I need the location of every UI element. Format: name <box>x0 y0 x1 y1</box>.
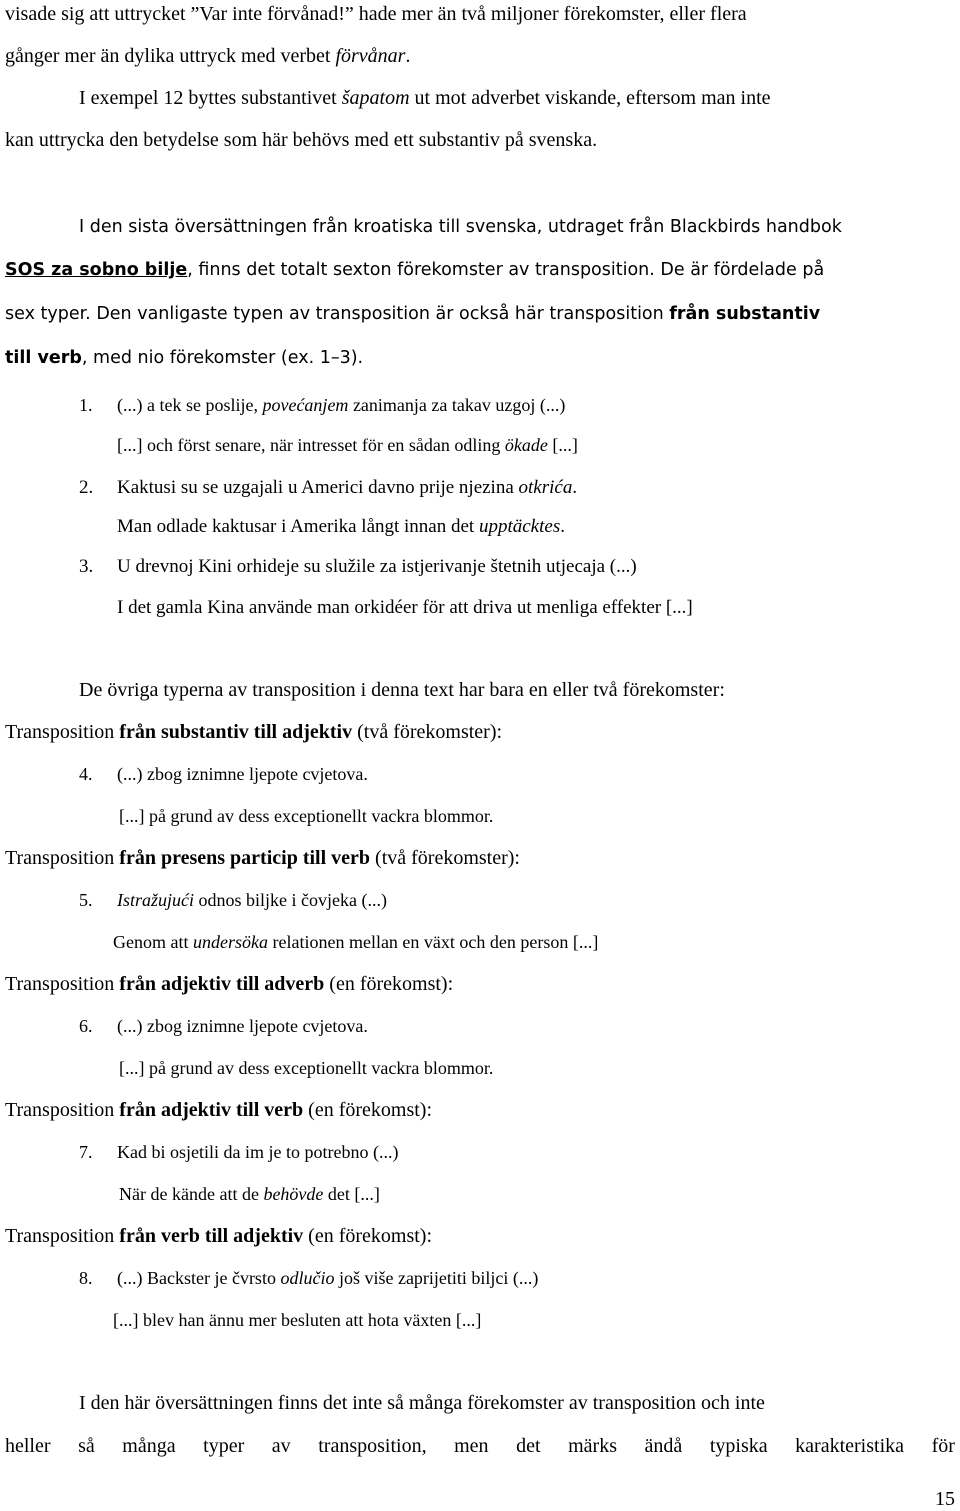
justified-word: transposition, <box>318 1435 427 1457</box>
text-run: [...] och först senare, när intresset för en sådan odling <box>117 435 505 455</box>
justified-word: typer <box>203 1435 245 1457</box>
justified-word: typiska <box>709 1435 768 1457</box>
justified-word: men <box>454 1435 489 1457</box>
text-run: (en förekomst): <box>303 1099 433 1121</box>
text-run: Den vanligaste typen av transposition är också här transposition <box>96 304 670 324</box>
text-run: sex typer. <box>5 304 97 324</box>
text-run: odnos biljke i čovjeka (...) <box>194 890 387 910</box>
text-run: kan uttrycka den betydelse som här behövs med ett substantiv på svenska. <box>5 129 598 151</box>
text-run-italic: Istražujući <box>117 890 195 910</box>
text-run: (två förekomster): <box>370 847 520 869</box>
text-run-italic: behövde <box>263 1184 324 1204</box>
transposition-heading <box>5 1226 432 1246</box>
example-number: 7. <box>79 1142 93 1162</box>
text-run-italic: upptäcktes <box>478 516 561 537</box>
paragraph-line-justified <box>5 1436 955 1456</box>
justified-word: för <box>931 1435 955 1457</box>
text-run: (...) Backster je čvrsto <box>117 1268 281 1288</box>
text-run: . <box>560 516 565 537</box>
example-number: 6. <box>79 1016 93 1036</box>
text-run: gånger mer än dylika uttryck med verbet <box>5 45 336 67</box>
example-translation <box>117 517 565 536</box>
text-run-bold: från adjektiv till verb <box>119 1099 304 1121</box>
text-run-italic: förvånar <box>335 45 406 67</box>
text-run-italic: ökade <box>504 435 548 455</box>
text-run: , med nio förekomster (ex. 1–3). <box>81 348 364 368</box>
example-source: U drevnoj Kini orhideje su služile za istjerivanje štetnih utjecaja (...) <box>117 556 637 577</box>
text-run: zanimanja za takav uzgoj (...) <box>348 395 566 415</box>
text-run: još više zaprijetiti biljci (...) <box>334 1268 539 1288</box>
example-translation: [...] på grund av dess exceptionellt vackra blommor. <box>119 806 494 826</box>
text-run: (en förekomst): <box>303 1225 433 1247</box>
paragraph-line <box>5 46 410 66</box>
paragraph-line: De övriga typerna av transposition i denna text har bara en eller två förekomster: <box>79 679 725 701</box>
text-run: Man odlade kaktusar i Amerika långt innan det <box>117 516 479 537</box>
paragraph-line <box>5 306 820 324</box>
text-run: Transposition <box>5 847 120 869</box>
example-number: 4. <box>79 764 93 784</box>
text-run: Transposition <box>5 1225 120 1247</box>
text-run: . <box>572 477 578 498</box>
text-run-bold: från presens particip till verb <box>119 847 371 869</box>
example-number: 3. <box>79 556 94 577</box>
justified-word: av <box>271 1435 291 1457</box>
text-run-bold: från adjektiv till adverb <box>119 973 325 995</box>
example-number: 5. <box>79 890 93 910</box>
text-run-italic: otkrića <box>518 477 573 498</box>
justified-word: heller <box>5 1435 51 1457</box>
transposition-heading <box>5 848 520 868</box>
example-source <box>117 1269 538 1287</box>
book-title: SOS za sobno bilje <box>5 260 188 280</box>
text-run-italic: odlučio <box>280 1268 335 1288</box>
example-source <box>117 478 577 497</box>
justified-word: många <box>122 1435 176 1457</box>
text-run-italic: povećanjem <box>262 395 349 415</box>
text-run: Genom att <box>113 932 193 952</box>
example-number: 2. <box>79 477 94 498</box>
paragraph-line <box>5 262 824 280</box>
transposition-heading <box>5 1100 432 1120</box>
text-run-bold: till verb <box>5 348 82 368</box>
example-translation <box>119 1185 380 1203</box>
paragraph-line <box>5 4 747 24</box>
example-number: 1. <box>79 395 93 415</box>
text-run: . <box>405 45 411 67</box>
text-run: visade sig att uttrycket ”Var inte förvånad!” hade mer än två miljoner förekomster, eller flera <box>5 3 747 25</box>
text-run-bold: från verb till adjektiv <box>119 1225 304 1247</box>
example-source <box>117 891 387 909</box>
paragraph-line: I den här översättningen finns det inte så många förekomster av transposition och inte <box>79 1392 765 1414</box>
text-run: När de kände att de <box>119 1184 264 1204</box>
text-run: I exempel 12 byttes substantivet <box>79 87 342 109</box>
example-source <box>117 396 565 414</box>
example-source: (...) zbog iznimne ljepote cvjetova. <box>117 1016 368 1036</box>
text-run: Transposition <box>5 721 120 743</box>
text-run: (en förekomst): <box>324 973 454 995</box>
paragraph-line <box>5 130 597 150</box>
text-run: Kaktusi su se uzgajali u Americi davno prije njezina <box>117 477 519 498</box>
text-run-bold: från substantiv <box>669 304 821 324</box>
text-run-italic: undersöka <box>192 932 268 952</box>
text-run: Transposition <box>5 1099 120 1121</box>
transposition-heading <box>5 974 453 994</box>
example-number: 8. <box>79 1268 93 1288</box>
paragraph-line <box>79 88 771 108</box>
justified-word: ändå <box>644 1435 683 1457</box>
justified-word: det <box>516 1435 541 1457</box>
example-translation: [...] på grund av dess exceptionellt vackra blommor. <box>119 1058 494 1078</box>
justified-word: märks <box>568 1435 617 1457</box>
text-run: det [...] <box>323 1184 380 1204</box>
justified-word: så <box>78 1435 95 1457</box>
example-translation: I det gamla Kina använde man orkidéer för att driva ut menliga effekter [...] <box>117 597 693 618</box>
example-source: Kad bi osjetili da im je to potrebno (...) <box>117 1142 399 1162</box>
example-translation <box>113 933 598 951</box>
page-number: 15 <box>935 1488 955 1510</box>
paragraph-line <box>79 219 842 237</box>
example-source: (...) zbog iznimne ljepote cvjetova. <box>117 764 368 784</box>
text-run: [...] <box>547 435 578 455</box>
example-translation <box>117 436 578 454</box>
text-run: Transposition <box>5 973 120 995</box>
text-run: , finns det totalt sexton förekomster av transposition. De är fördelade på <box>187 260 825 280</box>
text-run: ut mot adverbet viskande, eftersom man inte <box>409 87 771 109</box>
transposition-heading <box>5 722 502 742</box>
text-run: relationen mellan en växt och den person [...] <box>267 932 599 952</box>
text-run: I den sista översättningen från kroatiska till svenska, utdraget från Blackbirds handbok <box>79 217 842 237</box>
text-run-bold: från substantiv till adjektiv <box>119 721 353 743</box>
example-translation: [...] blev han ännu mer besluten att hota växten [...] <box>113 1310 482 1330</box>
paragraph-line <box>5 350 363 368</box>
text-run: (...) a tek se poslije, <box>117 395 263 415</box>
text-run-italic: šapatom <box>341 87 410 109</box>
text-run: (två förekomster): <box>352 721 503 743</box>
justified-word: karakteristika <box>795 1435 905 1457</box>
